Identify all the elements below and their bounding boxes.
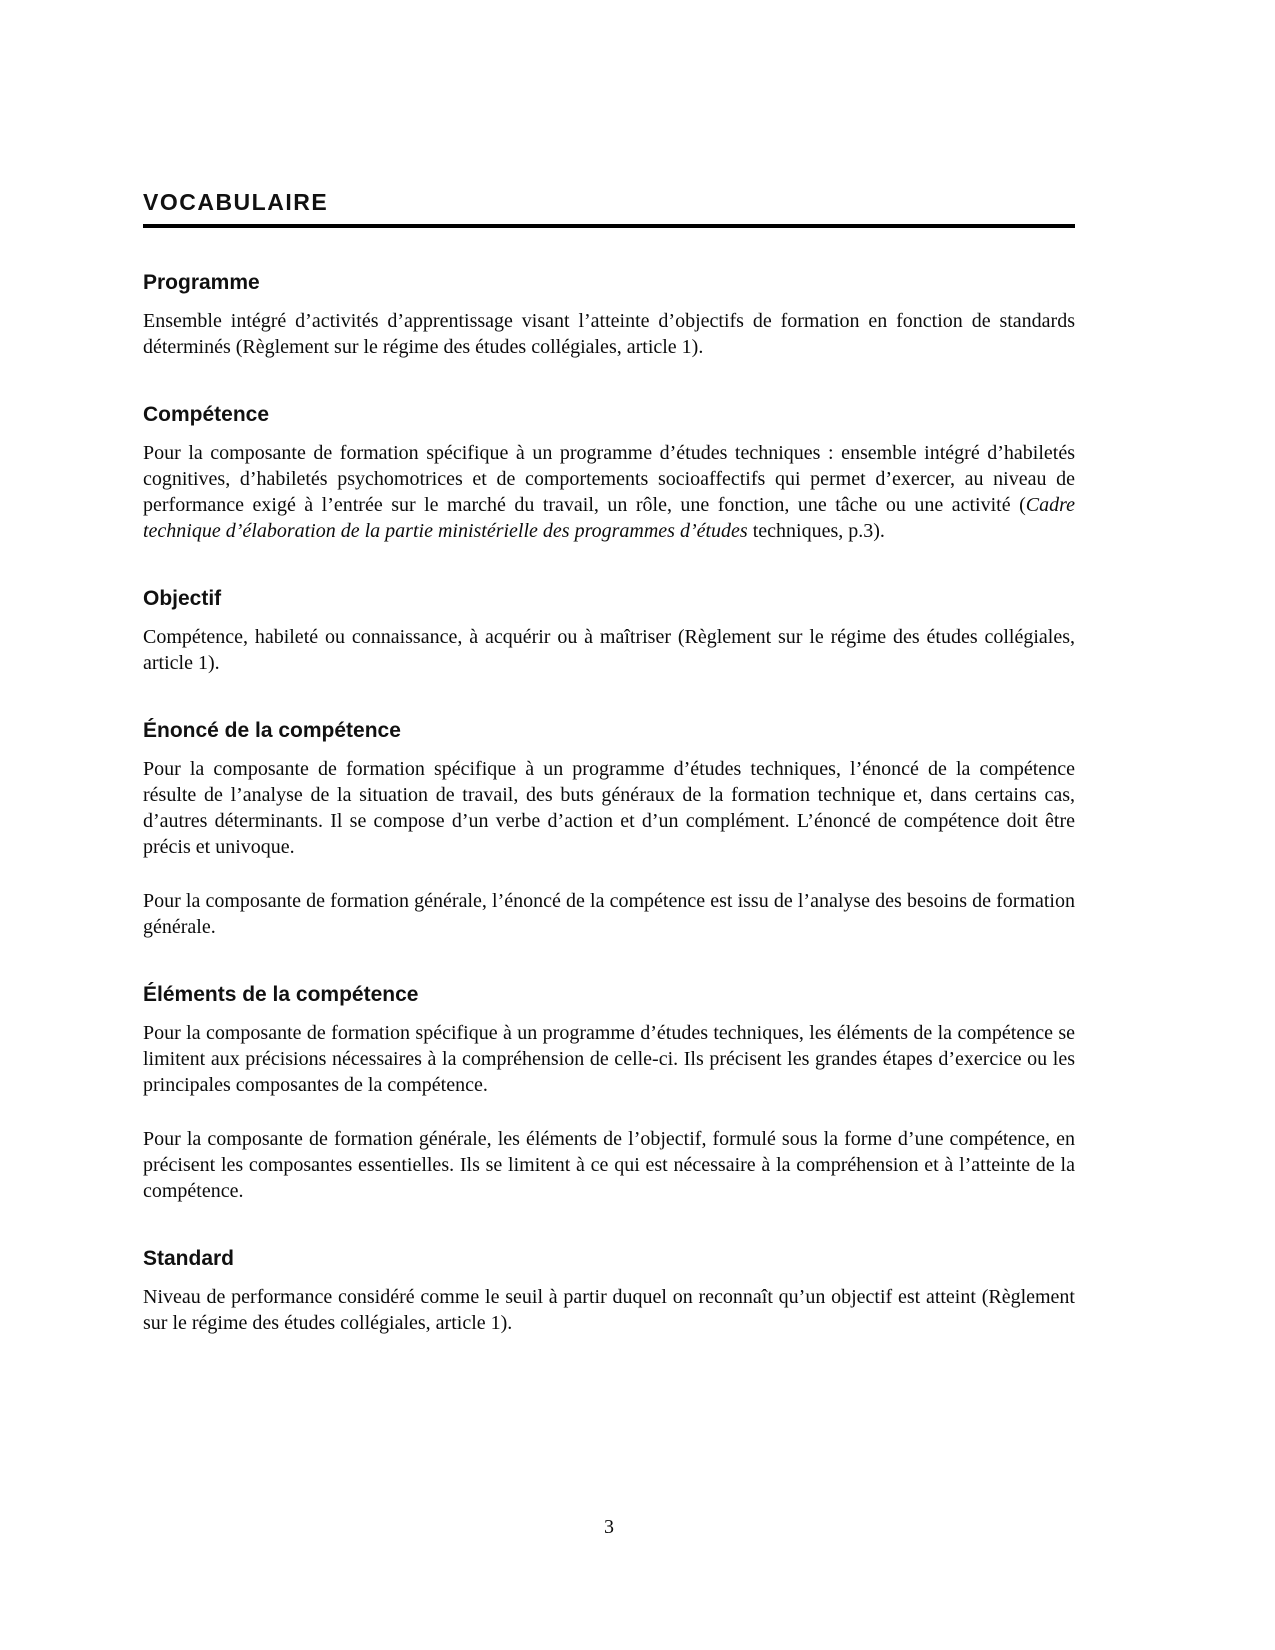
text-segment: Pour la composante de formation spécifique à un programme d’études techniques : ensemble intégré d’habiletés cognitives, d’habiletés psychomotrices et de comportements socioaffectifs qui permet d’exercer, au niveau de performance exigé à l’entrée sur le marché du travail, un rôle, une fonction, une tâche ou une activité ( <box>143 442 1075 516</box>
section-paragraph <box>143 756 1075 860</box>
section-paragraph <box>143 624 1075 676</box>
text-segment: techniques, p.3). <box>747 520 885 542</box>
vocab-section <box>143 982 1075 1204</box>
document-header <box>143 188 1075 228</box>
section-heading: Énoncé de la compétence <box>143 719 401 742</box>
section-heading: Compétence <box>143 403 270 426</box>
vocab-section <box>143 1246 1075 1336</box>
section-paragraph <box>143 440 1075 544</box>
section-heading: Éléments de la compétence <box>143 983 419 1006</box>
section-paragraph <box>143 308 1075 360</box>
vocab-section <box>143 270 1075 360</box>
section-paragraph <box>143 1284 1075 1336</box>
page-footer <box>143 1516 1075 1539</box>
italic-text-segment: Cadre technique d’élaboration de la partie ministérielle des programmes d’études <box>143 494 1075 542</box>
text-segment: Compétence, habileté ou connaissance, à acquérir ou à maîtriser (Règlement sur le régime des études collégiales, article 1). <box>143 626 1075 674</box>
section-heading: Standard <box>143 1247 235 1270</box>
title-rule <box>143 224 1075 228</box>
page-number: 3 <box>604 1516 614 1538</box>
section-heading: Programme <box>143 271 260 294</box>
vocab-section <box>143 586 1075 676</box>
text-segment: Pour la composante de formation générale, les éléments de l’objectif, formulé sous la forme d’une compétence, en précisent les composantes essentielles. Ils se limitent à ce qui est nécessaire à la compréhension et à l’atteinte de la compétence. <box>143 1128 1075 1202</box>
text-segment: Pour la composante de formation générale, l’énoncé de la compétence est issu de l’analyse des besoins de formation générale. <box>143 890 1075 938</box>
text-segment: Pour la composante de formation spécifique à un programme d’études techniques, l’énoncé de la compétence résulte de l’analyse de la situation de travail, des buts généraux de la formation technique et, dans certains cas, d’autres déterminants. Il se compose d’un verbe d’action et d’un complément. L’énoncé de compétence doit être précis et univoque. <box>143 758 1075 858</box>
section-paragraph <box>143 1020 1075 1098</box>
section-heading: Objectif <box>143 587 222 610</box>
vocab-section <box>143 718 1075 940</box>
text-segment: Ensemble intégré d’activités d’apprentissage visant l’atteinte d’objectifs de formation en fonction de standards déterminés (Règlement sur le régime des études collégiales, article 1). <box>143 310 1075 358</box>
section-paragraph <box>143 888 1075 940</box>
vocabulary-sections <box>143 270 1075 1336</box>
text-segment: Niveau de performance considéré comme le seuil à partir duquel on reconnaît qu’un objectif est atteint (Règlement sur le régime des études collégiales, article 1). <box>143 1286 1075 1334</box>
section-paragraph <box>143 1126 1075 1204</box>
document-content <box>143 188 1075 1336</box>
text-segment: Pour la composante de formation spécifique à un programme d’études techniques, les éléments de la compétence se limitent aux précisions nécessaires à la compréhension de celle-ci. Ils précisent les grandes étapes d’exercice ou les principales composantes de la compétence. <box>143 1022 1075 1096</box>
page-title: VOCABULAIRE <box>143 189 329 215</box>
vocab-section <box>143 402 1075 544</box>
